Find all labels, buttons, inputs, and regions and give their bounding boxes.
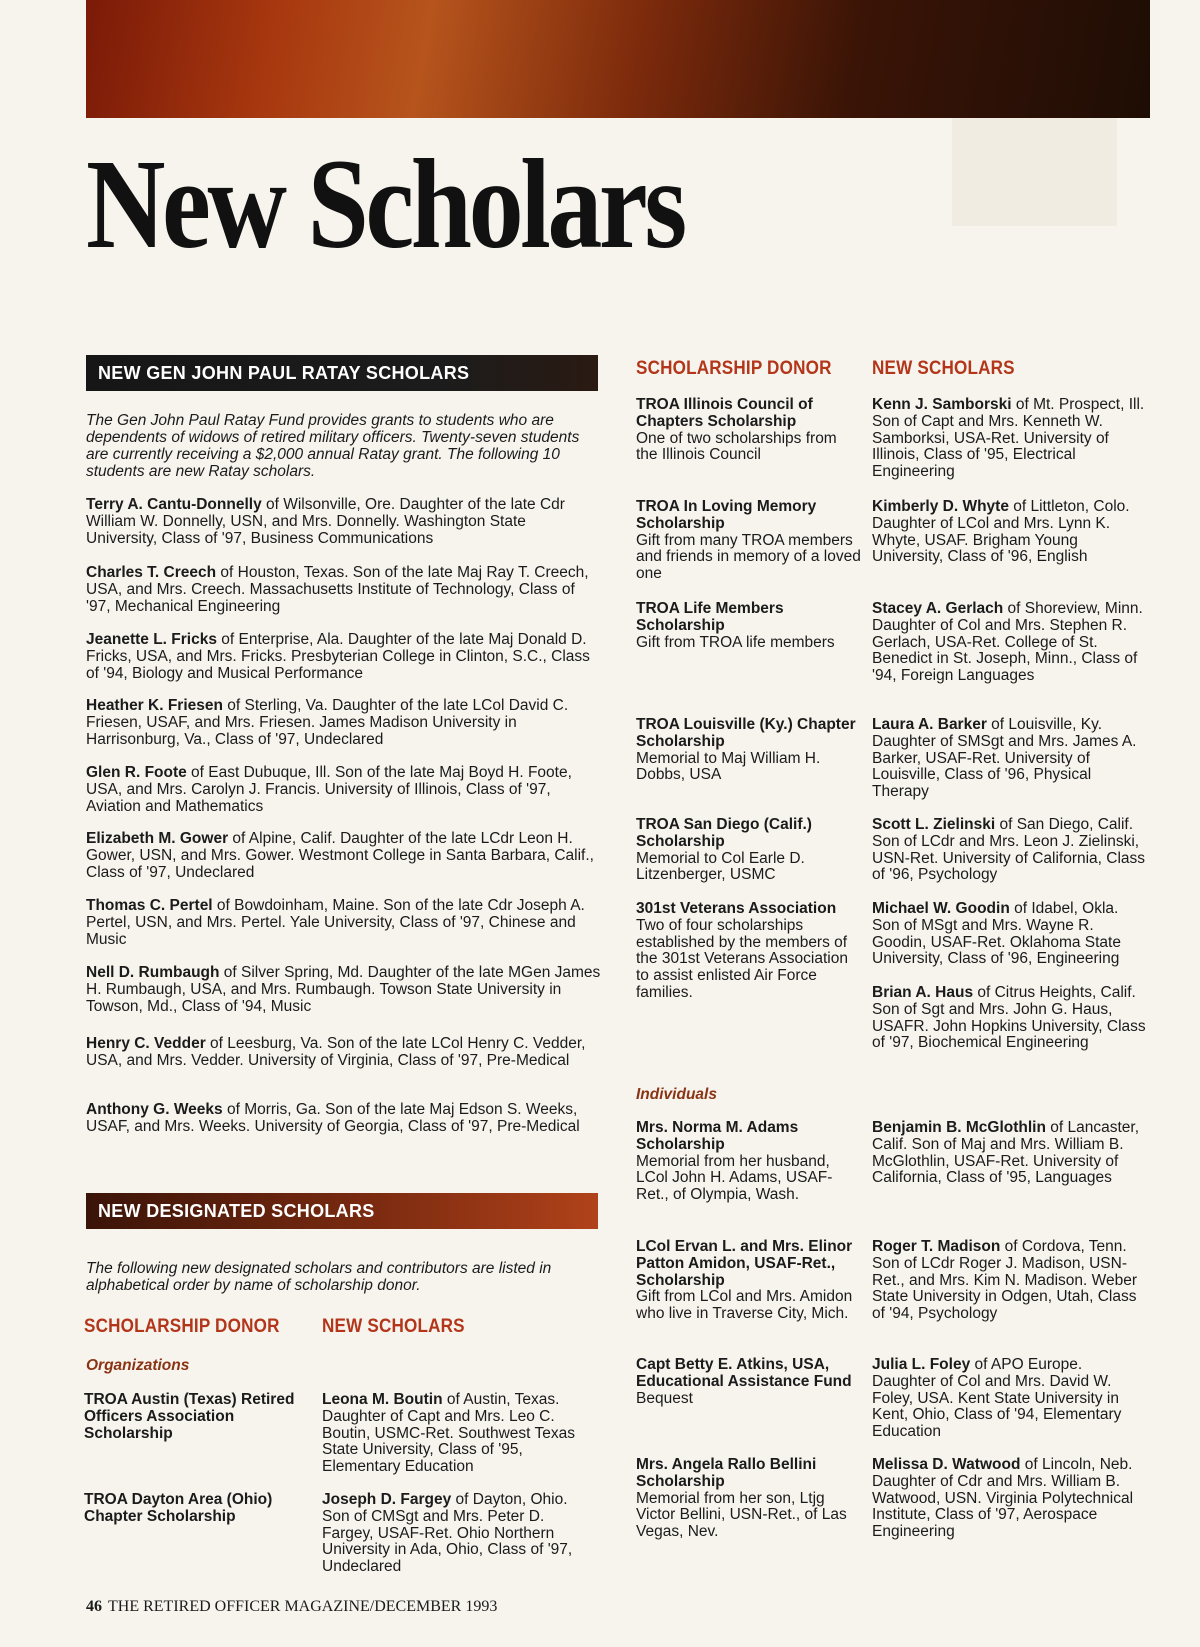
ratay-scholar-entry: Anthony G. Weeks of Morris, Ga. Son of the late Maj Edson S. Weeks, USAF, and Mrs. Weeks. University of Georgia, Class of '97, Pre-Medical xyxy=(86,1101,580,1135)
donor-entry: TROA Austin (Texas) Retired Officers Association Scholarship xyxy=(84,1391,295,1442)
page-footer xyxy=(86,1598,497,1616)
organizations-subheading: Organizations xyxy=(86,1357,190,1374)
scholars-column-heading: NEW SCHOLARS xyxy=(872,358,1015,379)
ratay-scholar-entry: Elizabeth M. Gower of Alpine, Calif. Daughter of the late LCdr Leon H. Gower, USN, and Mrs. Gower. Westmont College in Santa Barbara, Calif., Class of '97, Undeclared xyxy=(86,830,594,881)
scholars-column-heading: NEW SCHOLARS xyxy=(322,1316,465,1337)
ratay-scholar-entry: Henry C. Vedder of Leesburg, Va. Son of the late LCol Henry C. Vedder, USA, and Mrs. Vedder. University of Virginia, Class of '97, Pre-Medical xyxy=(86,1035,586,1069)
page-number: 46 xyxy=(86,1598,102,1615)
ratay-scholar-entry: Heather K. Friesen of Sterling, Va. Daughter of the late LCol David C. Friesen, USAF, and Mrs. Friesen. James Madison University in Harrisonburg, Va., Class of '97, Undeclared xyxy=(86,697,569,748)
donor-column-heading: SCHOLARSHIP DONOR xyxy=(84,1316,280,1337)
individuals-subheading: Individuals xyxy=(636,1086,717,1103)
donor-entry: TROA Louisville (Ky.) Chapter Scholarship Memorial to Maj William H. Dobbs, USA xyxy=(636,716,856,784)
ratay-scholar-entry: Nell D. Rumbaugh of Silver Spring, Md. Daughter of the late MGen James H. Rumbaugh, USA, and Mrs. Rumbaugh. Towson State University in Towson, Md., Class of '94, Music xyxy=(86,964,601,1015)
designated-intro: The following new designated scholars and contributors are listed in alphabetical order by name of scholarship donor. xyxy=(86,1260,552,1294)
designated-scholar-entry: Joseph D. Fargey of Dayton, Ohio. Son of CMSgt and Mrs. Peter D. Fargey, USAF-Ret. Ohio Northern University in Ada, Ohio, Class of '97, Undeclared xyxy=(322,1491,573,1576)
designated-scholar-entry: Leona M. Boutin of Austin, Texas. Daughter of Capt and Mrs. Leo C. Boutin, USMC-Ret. Southwest Texas State University, Class of '95, Elementary Education xyxy=(322,1391,575,1476)
designated-scholar-entry: Melissa D. Watwood of Lincoln, Neb. Daughter of Cdr and Mrs. William B. Watwood, USN. Virginia Polytechnical Institute, Class of '97, Aerospace Engineering xyxy=(872,1456,1134,1541)
publication-name: THE RETIRED OFFICER MAGAZINE/DECEMBER 1993 xyxy=(108,1598,498,1615)
donor-entry: TROA Dayton Area (Ohio) Chapter Scholarship xyxy=(84,1491,273,1525)
ratay-scholar-entry: Glen R. Foote of East Dubuque, Ill. Son of the late Maj Boyd H. Foote, USA, and Mrs. Carolyn J. Francis. University of Illinois, Class of '97, Aviation and Mathematics xyxy=(86,764,572,815)
donor-entry: Mrs. Angela Rallo Bellini Scholarship Memorial from her son, Ltjg Victor Bellini, USN-Ret., of Las Vegas, Nev. xyxy=(636,1456,847,1541)
ratay-scholar-entry: Thomas C. Pertel of Bowdoinham, Maine. Son of the late Cdr Joseph A. Pertel, USN, and Mrs. Pertel. Yale University, Class of '97, Chinese and Music xyxy=(86,897,585,948)
designated-scholar-entry: Kenn J. Samborski of Mt. Prospect, Ill. Son of Capt and Mrs. Kenneth W. Samborksi, USA-Ret. University of Illinois, Class of '95, Electrical Engineering xyxy=(872,396,1145,481)
designated-scholar-entry: Scott L. Zielinski of San Diego, Calif. Son of LCdr and Mrs. Leon J. Zielinski, USN-Ret. University of California, Class of '96, Psychology xyxy=(872,816,1146,884)
designated-scholar-entry: Benjamin B. McGlothlin of Lancaster, Calif. Son of Maj and Mrs. William B. McGlothlin, USAF-Ret. University of California, Class of '95, Languages xyxy=(872,1119,1140,1187)
designated-scholar-entry: Michael W. Goodin of Idabel, Okla. Son of MSgt and Mrs. Wayne R. Goodin, USAF-Ret. Oklahoma State University, Class of '96, Engineering xyxy=(872,900,1121,968)
bleed-through-image xyxy=(952,118,1117,226)
ratay-section-header: NEW GEN JOHN PAUL RATAY SCHOLARS xyxy=(86,355,598,391)
donor-entry: TROA In Loving Memory Scholarship Gift from many TROA members and friends in memory of a loved one xyxy=(636,498,861,583)
designated-scholar-entry: Laura A. Barker of Louisville, Ky. Daughter of SMSgt and Mrs. James A. Barker, USAF-Ret. University of Louisville, Class of '96, Physical Therapy xyxy=(872,716,1137,801)
ratay-scholar-entry: Charles T. Creech of Houston, Texas. Son of the late Maj Ray T. Creech, USA, and Mrs. Creech. Massachusetts Institute of Technology, Class of '97, Mechanical Engineering xyxy=(86,564,589,615)
donor-entry: TROA Life Members Scholarship Gift from TROA life members xyxy=(636,600,835,651)
designated-section-header: NEW DESIGNATED SCHOLARS xyxy=(86,1193,598,1229)
designated-scholar-entry: Stacey A. Gerlach of Shoreview, Minn. Daughter of Col and Mrs. Stephen R. Gerlach, USA-Ret. College of St. Benedict in St. Joseph, Minn., Class of '94, Foreign Languages xyxy=(872,600,1143,685)
donor-entry: LCol Ervan L. and Mrs. Elinor Patton Amidon, USAF-Ret., Scholarship Gift from LCol and Mrs. Amidon who live in Traverse City, Mich. xyxy=(636,1238,853,1323)
donor-entry: Capt Betty E. Atkins, USA, Educational Assistance Fund Bequest xyxy=(636,1356,852,1407)
designated-scholar-entry: Brian A. Haus of Citrus Heights, Calif. Son of Sgt and Mrs. John G. Haus, USAFR. John Hopkins University, Class of '97, Biochemical Engineering xyxy=(872,984,1146,1052)
donor-entry: TROA Illinois Council of Chapters Scholarship One of two scholarships from the Illinois Council xyxy=(636,396,837,464)
header-banner xyxy=(86,0,1150,118)
page-title: New Scholars xyxy=(86,133,684,275)
ratay-intro: The Gen John Paul Ratay Fund provides grants to students who are dependents of widows of retired military officers. Twenty-seven students are currently receiving a $2,000 annual Ratay grant. The following 10 students are new Ratay scholars. xyxy=(86,412,580,480)
donor-entry: TROA San Diego (Calif.) Scholarship Memorial to Col Earle D. Litzenberger, USMC xyxy=(636,816,812,884)
designated-scholar-entry: Roger T. Madison of Cordova, Tenn. Son of LCdr Roger J. Madison, USN-Ret., and Mrs. Kim N. Madison. Weber State University in Odgen, Utah, Class of '94, Psychology xyxy=(872,1238,1138,1323)
donor-entry: 301st Veterans Association Two of four scholarships established by the members of the 301st Veterans Association to assist enlisted Air Force families. xyxy=(636,900,848,1001)
designated-scholar-entry: Julia L. Foley of APO Europe. Daughter of Col and Mrs. David W. Foley, USA. Kent State University in Kent, Ohio, Class of '94, Elementary Education xyxy=(872,1356,1122,1441)
ratay-scholar-entry: Terry A. Cantu-Donnelly of Wilsonville, Ore. Daughter of the late Cdr William W. Donnelly, USN, and Mrs. Donnelly. Washington State University, Class of '97, Business Communications xyxy=(86,496,565,547)
donor-entry: Mrs. Norma M. Adams Scholarship Memorial from her husband, LCol John H. Adams, USAF-Ret., of Olympia, Wash. xyxy=(636,1119,833,1204)
designated-scholar-entry: Kimberly D. Whyte of Littleton, Colo. Daughter of LCol and Mrs. Lynn K. Whyte, USAF. Brigham Young University, Class of '96, English xyxy=(872,498,1130,566)
ratay-scholar-entry: Jeanette L. Fricks of Enterprise, Ala. Daughter of the late Maj Donald D. Fricks, USA, and Mrs. Fricks. Presbyterian College in Clinton, S.C., Class of '94, Biology and Musical Performance xyxy=(86,631,590,682)
donor-column-heading: SCHOLARSHIP DONOR xyxy=(636,358,832,379)
